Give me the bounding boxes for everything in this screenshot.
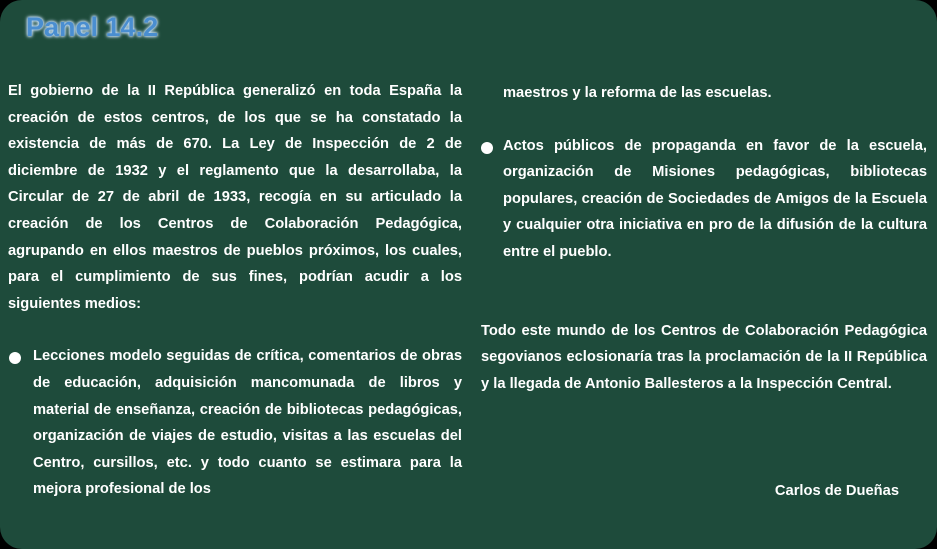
closing-paragraph: Todo este mundo de los Centros de Colaboración Pedagógica segovianos eclosionaría tras la proclamación de la II República y la llegada de Antonio Ballesteros a la Inspección Central. bbox=[481, 322, 927, 392]
bullet-item-lecciones bbox=[8, 343, 462, 503]
right-column bbox=[481, 80, 927, 397]
bullet-icon bbox=[9, 352, 21, 364]
author-signature: Carlos de Dueñas bbox=[774, 483, 899, 499]
intro-paragraph: El gobierno de la II República generalizó en toda España la creación de estos centros, de los que se ha constatado la existencia de más de 670. La Ley de Inspección de 2 de diciembre de 1932 y el reglamento que la desarrollaba, la Circular de 27 de abril de 1933, recogía en su articulado la creación de los Centros de Colaboración Pedagógica, agrupando en ellos maestros de pueblos próximos, los cuales, para el cumplimiento de sus fines, podrían acudir a los siguientes medios: bbox=[8, 83, 462, 312]
bullet-text: Lecciones modelo seguidas de crítica, comentarios de obras de educación, adquisición mancomunada de libros y material de enseñanza, creación de bibliotecas pedagógicas, organización de viajes de estudio, visitas a las escuelas del Centro, cursillos, etc. y todo cuanto se estimara para la mejora profesional de los bbox=[33, 348, 462, 498]
left-column bbox=[8, 78, 462, 503]
panel-title: Panel 14.2 bbox=[26, 12, 159, 42]
bullet-icon bbox=[481, 142, 493, 154]
bullet-text: Actos públicos de propaganda en favor de la escuela, organización de Misiones pedagógicas, bibliotecas populares, creación de Sociedades de Amigos de la Escuela y cualquier otra iniciativa en pro de la difusión de la cultura entre el pueblo. bbox=[503, 137, 927, 260]
bullet-continuation bbox=[481, 80, 927, 107]
bullet-continued-text: maestros y la reforma de las escuelas. bbox=[503, 85, 772, 101]
bullet-item-actos bbox=[481, 133, 927, 266]
